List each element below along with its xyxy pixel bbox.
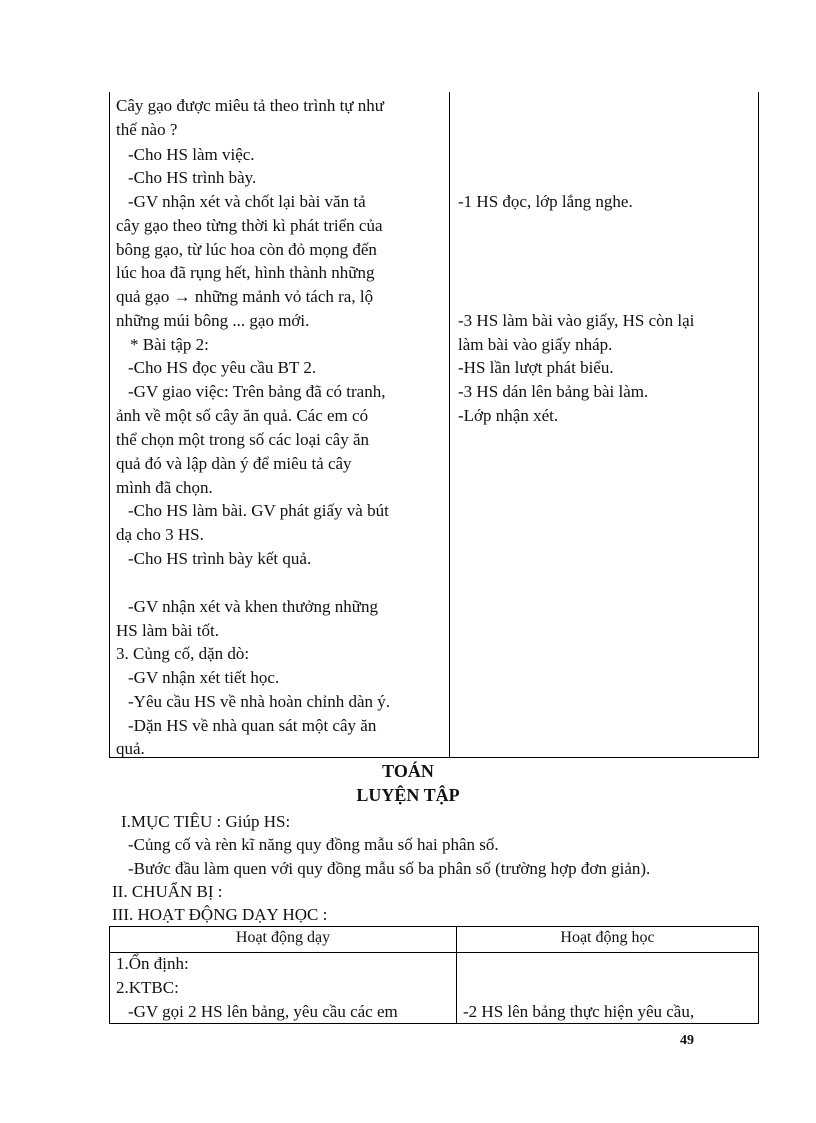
- table-text-line: -1 HS đọc, lớp lắng nghe.: [458, 192, 633, 211]
- table-text-line: ảnh về một số cây ăn quả. Các em có: [116, 406, 369, 425]
- table-text-line: những múi bông ... gạo mới.: [116, 311, 310, 330]
- table-text-line: lúc hoa đã rụng hết, hình thành những: [116, 263, 375, 282]
- table-text-line: -Cho HS làm bài. GV phát giấy và bút: [128, 501, 389, 520]
- table-text-line: -Cho HS làm việc.: [128, 145, 255, 164]
- table-text-line: mình đã chọn.: [116, 478, 213, 497]
- table-text-line: -Cho HS trình bày.: [128, 168, 257, 187]
- table-text-line: thể chọn một trong số các loại cây ăn: [116, 430, 370, 449]
- page-number: 49: [680, 1033, 694, 1048]
- table-text-line: -Lớp nhận xét.: [458, 406, 559, 425]
- lesson-title: LUYỆN TẬP: [356, 785, 460, 805]
- table-text-line: 2.KTBC:: [116, 978, 179, 997]
- table-text-line: -Cho HS đọc yêu cầu BT 2.: [128, 358, 317, 377]
- table-text-line: -GV nhận xét tiết học.: [128, 668, 280, 687]
- table-text-line: làm bài vào giấy nháp.: [458, 335, 613, 354]
- header-row-divider: [110, 952, 758, 953]
- table-text-line: -GV gọi 2 HS lên bảng, yêu cầu các em: [128, 1002, 398, 1021]
- header-student-activity: Hoạt động học: [560, 929, 655, 946]
- column-divider: [449, 92, 450, 757]
- table-text-line: -GV giao việc: Trên bảng đã có tranh,: [128, 382, 386, 401]
- table-text-line: 3. Củng cố, dặn dò:: [116, 644, 250, 663]
- table-text-line: cây gạo theo từng thời kì phát triển của: [116, 216, 383, 235]
- table-text-line: -Dặn HS về nhà quan sát một cây ăn: [128, 716, 377, 735]
- table-text-line: -GV nhận xét và khen thưởng những: [128, 597, 378, 616]
- table-text-line: -Yêu cầu HS về nhà hoàn chỉnh dàn ý.: [128, 692, 391, 711]
- table-text-line: 1.Ổn định:: [116, 954, 189, 973]
- table-text-line: HS làm bài tốt.: [116, 621, 219, 640]
- preparation-heading: II. CHUẨN BỊ :: [112, 882, 223, 901]
- objective-heading: I.MỤC TIÊU : Giúp HS:: [121, 812, 291, 831]
- body-text-line: -Bước đầu làm quen với quy đồng mẫu số ba phân số (trường hợp đơn giản).: [128, 859, 651, 878]
- table-text-line: thế nào ?: [116, 120, 178, 139]
- subject-title: TOÁN: [382, 761, 434, 781]
- activities-heading: III. HOẠT ĐỘNG DẠY HỌC :: [112, 905, 328, 924]
- table-text-line: Cây gạo được miêu tả theo trình tự như: [116, 96, 384, 115]
- table-text-line: -3 HS dán lên bảng bài làm.: [458, 382, 649, 401]
- table-text-line: * Bài tập 2:: [130, 335, 209, 354]
- table-text-line: quả đó và lập dàn ý để miêu tả cây: [116, 454, 352, 473]
- header-teacher-activity: Hoạt động dạy: [235, 929, 331, 946]
- table-text-line: -HS lần lượt phát biểu.: [458, 358, 614, 377]
- table-text-line: quả.: [116, 739, 145, 758]
- table-text-line: -3 HS làm bài vào giấy, HS còn lại: [458, 311, 695, 330]
- table-text-line: bông gạo, từ lúc hoa còn đỏ mọng đến: [116, 240, 377, 259]
- table-text-line: quả gạo → những mảnh vỏ tách ra, lộ: [116, 287, 374, 306]
- table-text-line: -GV nhận xét và chốt lại bài văn tả: [128, 192, 366, 211]
- table-text-line: -2 HS lên bảng thực hiện yêu cầu,: [463, 1002, 695, 1021]
- body-text-line: -Củng cố và rèn kĩ năng quy đồng mẫu số hai phân số.: [128, 835, 499, 854]
- table-text-line: dạ cho 3 HS.: [116, 525, 204, 544]
- table-text-line: -Cho HS trình bày kết quả.: [128, 549, 312, 568]
